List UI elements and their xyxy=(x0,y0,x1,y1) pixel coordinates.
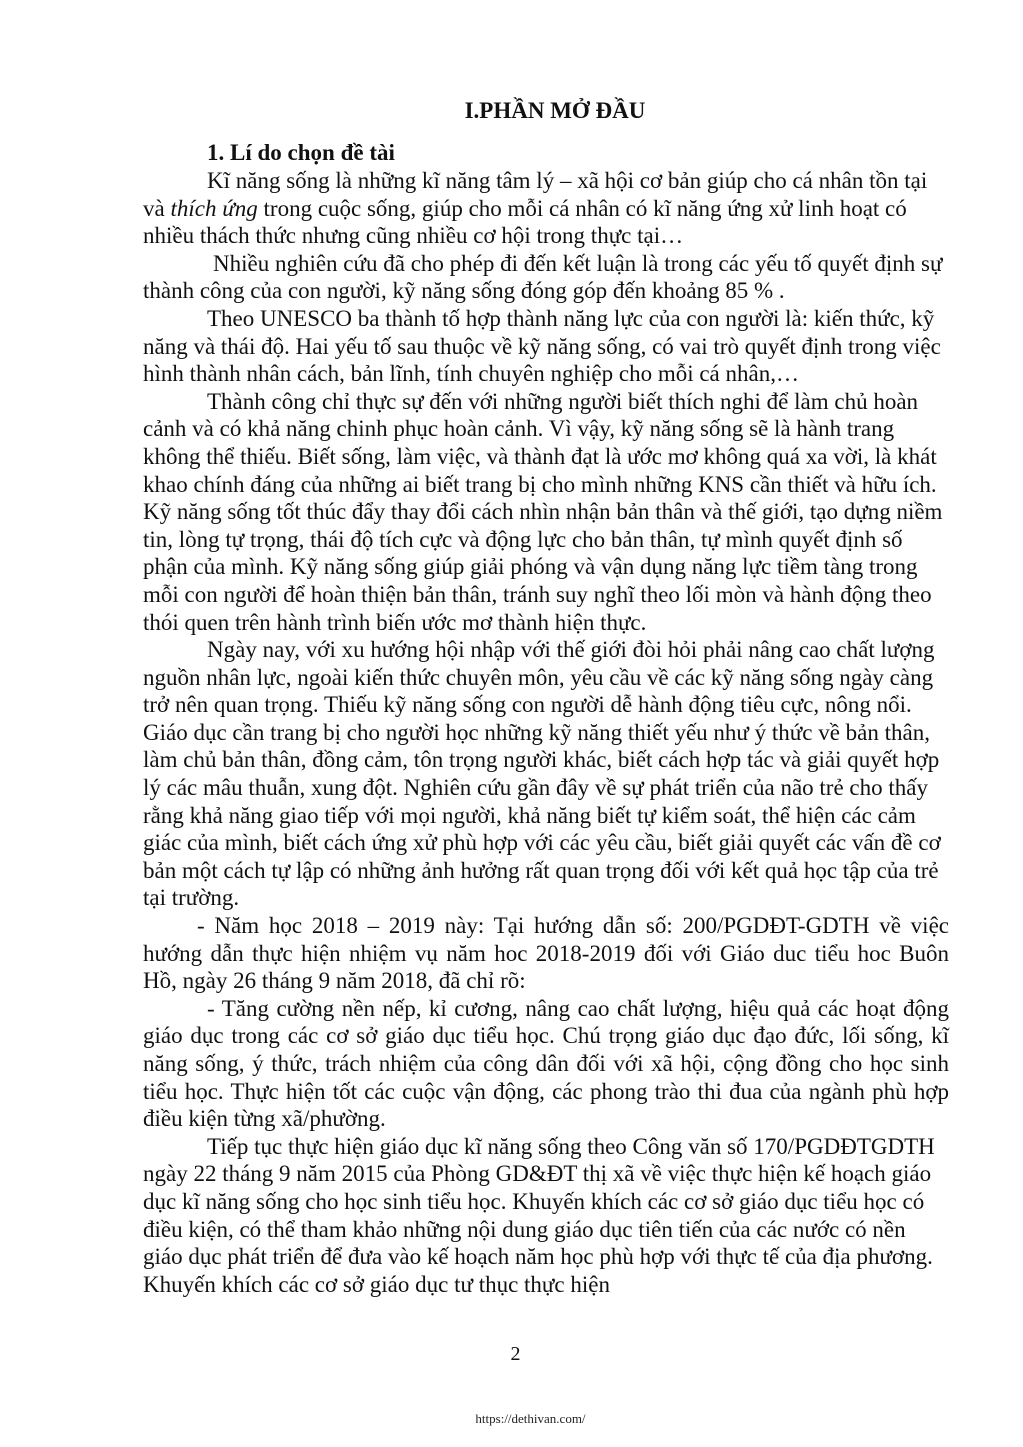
paragraph-1-text-b: trong cuộc sống, giúp cho mỗi cá nhân có kĩ năng ứng xử linh hoạt có nhiều thách thức nhưng cũng nhiều cơ hội trong thực tại… xyxy=(143,195,907,249)
paragraph-4: Thành công chỉ thực sự đến với những người biết thích nghi để làm chủ hoàn cảnh và có khả năng chinh phục hoàn cảnh. Vì vậy, kỹ năng sống sẽ là hành trang không thể thiếu. Biết sống, làm việc, và thành đạt là ước mơ không quá xa vời, là khát khao chính đáng của những ai biết trang bị cho mình những KNS cần thiết và hữu ích. Kỹ năng sống tốt thúc đẩy thay đổi cách nhìn nhận bản thân và thế giới, tạo dựng niềm tin, lòng tự trọng, thái độ tích cực và động lực cho bản thân, tự mình quyết định số phận của mình. Kỹ năng sống giúp giải phóng và vận dụng năng lực tiềm tàng trong mỗi con người để hoàn thiện bản thân, tránh suy nghĩ theo lối mòn và hành động theo thói quen trên hành trình biến ước mơ thành hiện thực. xyxy=(143,388,943,635)
paragraph-2: Nhiều nghiên cứu đã cho phép đi đến kết luận là trong các yếu tố quyết định sự thành công của con người, kỹ năng sống đóng góp đến khoảng 85 % . xyxy=(143,250,943,304)
paragraph-1 xyxy=(143,167,949,250)
document-body xyxy=(143,96,949,1298)
footer-url[interactable]: https://dethivan.com/ xyxy=(475,1411,586,1426)
paragraph-6: - Năm học 2018 – 2019 này: Tại hướng dẫn số: 200/PGDĐT-GDTH về việc hướng dẫn thực hiện nhiệm vụ năm hoc 2018-2019 đối với Giáo duc tiểu hoc Buôn Hồ, ngày 26 tháng 9 năm 2018, đã chỉ rõ: xyxy=(143,913,949,994)
paragraph-7: - Tăng cường nền nếp, kỉ cương, nâng cao chất lượng, hiệu quả các hoạt động giáo dục trong các cơ sở giáo dục tiểu học. Chú trọng giáo dục đạo đức, lối sống, kĩ năng sống, ý thức, trách nhiệm của công dân đối với xã hội, cộng đồng cho học sinh tiểu học. Thực hiện tốt các cuộc vận động, các phong trào thi đua của ngành phù hợp điều kiện từng xã/phường. xyxy=(143,995,949,1132)
section-heading: 1. Lí do chọn đề tài xyxy=(207,140,395,165)
page-title: I.PHẦN MỞ ĐẦU xyxy=(464,98,646,123)
paragraph-8: Tiếp tục thực hiện giáo dục kĩ năng sống theo Công văn số 170/PGDĐTGDTH ngày 22 tháng 9 năm 2015 của Phòng GD&ĐT thị xã về việc thực hiện kế hoạch giáo dục kĩ năng sống cho học sinh tiểu học. Khuyến khích các cơ sở giáo dục tiểu học có điều kiện, có thể tham khảo những nội dung giáo dục tiên tiến của các nước có nền giáo dục phát triển để đưa vào kế hoạch năm học phù hợp với thực tế của địa phương. Khuyến khích các cơ sở giáo dục tư thục thực hiện xyxy=(143,1133,935,1297)
paragraph-1-italic: thích ứng xyxy=(170,195,258,221)
page-number: 2 xyxy=(510,1343,521,1365)
paragraph-5: Ngày nay, với xu hướng hội nhập với thế giới đòi hỏi phải nâng cao chất lượng nguồn nhân lực, ngoài kiến thức chuyên môn, yêu cầu về các kỹ năng sống ngày càng trở nên quan trọng. Thiếu kỹ năng sống con người dễ hành động tiêu cực, nông nổi. Giáo dục cần trang bị cho người học những kỹ năng thiết yếu như ý thức về bản thân, làm chủ bản thân, đồng cảm, tôn trọng người khác, biết cách hợp tác và giải quyết hợp lý các mâu thuẫn, xung đột. Nghiên cứu gần đây về sự phát triển của não trẻ cho thấy rằng khả năng giao tiếp với mọi người, khả năng biết tự kiểm soát, thể hiện các cảm giác của mình, biết cách ứng xử phù hợp với các yêu cầu, biết giải quyết các vấn đề cơ bản một cách tự lập có những ảnh hưởng rất quan trọng đối với kết quả học tập của trẻ tại trường. xyxy=(143,637,941,911)
paragraph-1-text-a: Kĩ năng sống là những kĩ năng tâm lý – xã hội cơ bản giúp cho cá nhân tồn tại và xyxy=(143,168,928,221)
paragraph-3: Theo UNESCO ba thành tố hợp thành năng lực của con người là: kiến thức, kỹ năng và thái độ. Hai yếu tố sau thuộc về kỹ năng sống, có vai trò quyết định trong việc hình thành nhân cách, bản lĩnh, tính chuyên nghiệp cho mỗi cá nhân,… xyxy=(143,305,941,387)
